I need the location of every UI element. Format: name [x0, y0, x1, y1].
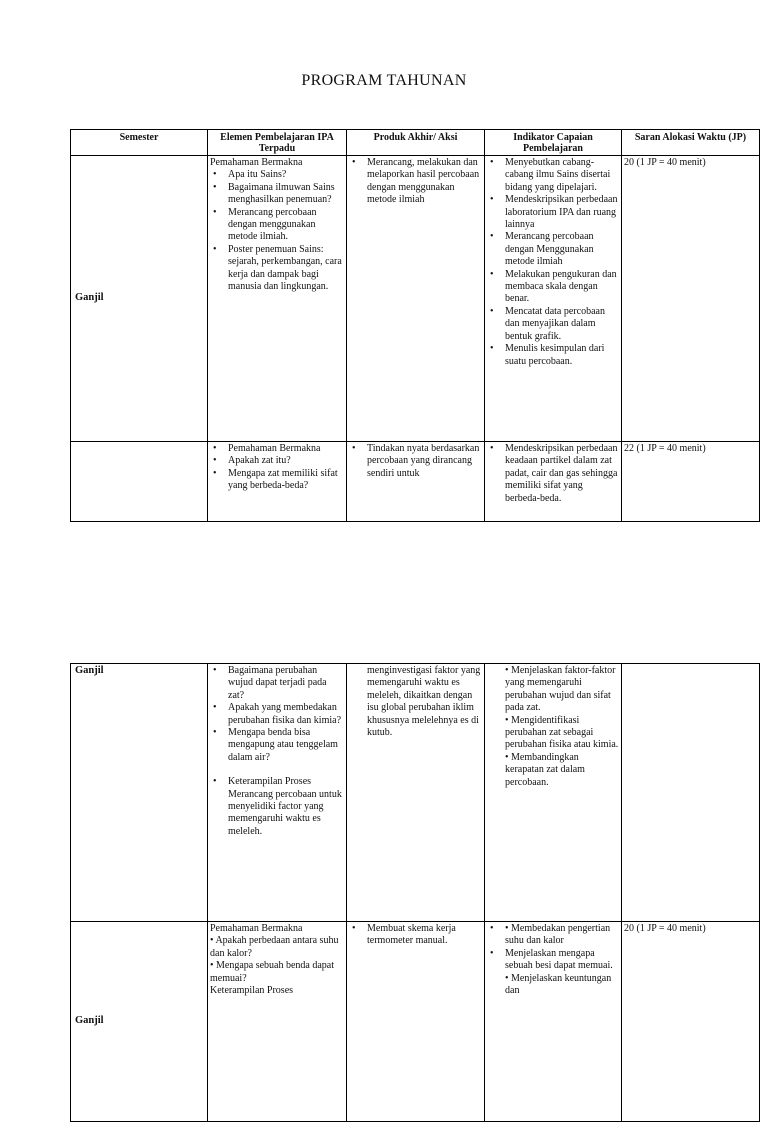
list-item: • Menjelaskan keuntungan dan [505, 972, 612, 997]
list-spacer [210, 764, 344, 776]
header-waktu: Saran Alokasi Waktu (JP) [622, 130, 760, 156]
list-item: • Merancang, melakukan dan melaporkan hasil percobaan dengan menggunakan metode ilmiah [349, 157, 482, 207]
list-item: • Tindakan nyata berdasarkan percobaan yang dirancang sendiri untuk [349, 443, 482, 480]
list-item: • Melakukan pengukuran dan membaca skala dengan benar. [487, 269, 619, 306]
table-row [71, 922, 760, 1122]
list-item: • Apa itu Sains? [210, 169, 344, 181]
indikator-cell [485, 922, 622, 1122]
elemen-cell [208, 664, 347, 922]
list-item: • Poster penemuan Sains: sejarah, perkembangan, cara kerja dan dampak bagi manusia dan lingkungan. [210, 244, 344, 294]
header-elemen: Elemen Pembelajaran IPA Terpadu [208, 130, 347, 156]
semester-cell: Ganjil [71, 156, 208, 442]
list-item: • Menjelaskan mengapa sebuah besi dapat memuai. [487, 948, 619, 973]
produk-text: menginvestigasi faktor yang memengaruhi waktu es meleleh, dikaitkan dengan isu global perubahan iklim khususnya melelehnya es di kutub. [367, 665, 481, 739]
elemen-heading: Pemahaman Bermakna [210, 157, 303, 168]
list-item: • Bagaimana ilmuwan Sains menghasilkan penemuan? [210, 182, 344, 207]
indikator-line: • Membandingkan kerapatan zat dalam percobaan. [505, 751, 585, 788]
elemen-line: Keterampilan Proses [210, 985, 294, 997]
waktu-cell: 20 (1 JP = 40 menit) [622, 156, 760, 442]
produk-cell [347, 156, 485, 442]
list-item: • Mendeskripsikan perbedaan keadaan partikel dalam zat padat, cair dan gas sehingga memiliki sifat yang berbeda-beda. [487, 443, 619, 505]
list-item: • Mengapa benda bisa mengapung atau tenggelam dalam air? [210, 727, 344, 764]
list-item: • • Membedakan pengertian suhu dan kalor [487, 923, 619, 948]
indikator-cell [485, 664, 622, 922]
elemen-line: • Mengapa sebuah benda dapat memuai? [210, 960, 335, 984]
indikator-line: • Menjelaskan faktor-faktor yang memengaruhi perubahan wujud dan sifat pada zat. [505, 665, 616, 714]
list-item: • Bagaimana perubahan wujud dapat terjadi pada zat? [210, 665, 344, 702]
list-item: • Merancang percobaan dengan menggunakan metode ilmiah. [210, 207, 344, 244]
list-item: • Apakah zat itu? [210, 455, 344, 467]
waktu-cell [622, 664, 760, 922]
program-table-1 [70, 129, 760, 522]
elemen-cell [208, 156, 347, 442]
list-item: • Menulis kesimpulan dari suatu percobaan. [487, 343, 619, 368]
table-row [71, 156, 760, 442]
header-semester: Semester [71, 130, 208, 156]
list-item: • Menyebutkan cabang-cabang ilmu Sains disertai bidang yang dipelajari. [487, 157, 619, 194]
list-item: • Merancang percobaan dengan Menggunakan metode ilmiah [487, 231, 619, 268]
elemen-cell [208, 442, 347, 522]
program-table-2 [70, 663, 760, 1122]
list-item: • Membuat skema kerja termometer manual. [349, 923, 482, 948]
produk-cell [347, 664, 485, 922]
header-indikator: Indikator Capaian Pembelajaran [485, 130, 622, 156]
list-item: • Apakah yang membedakan perubahan fisika dan kimia? [210, 702, 344, 727]
list-item: • Mencatat data percobaan dan menyajikan dalam bentuk grafik. [487, 306, 619, 343]
table-row [71, 442, 760, 522]
waktu-cell: 20 (1 JP = 40 menit) [622, 922, 760, 1122]
elemen-line: Pemahaman Bermakna [210, 923, 303, 934]
indikator-line: • Mengidentifikasi perubahan zat sebagai perubahan fisika atau kimia. [505, 714, 619, 751]
elemen-line: • Apakah perbedaan antara suhu dan kalor? [210, 935, 339, 959]
table-header-row [71, 130, 760, 156]
indikator-cell [485, 442, 622, 522]
indikator-cell [485, 156, 622, 442]
semester-cell: Ganjil [71, 664, 208, 922]
produk-cell [347, 922, 485, 1122]
page-title: PROGRAM TAHUNAN [301, 72, 467, 89]
list-item: • Keterampilan Proses Merancang percobaan untuk menyelidiki factor yang memengaruhi waktu es meleleh. [210, 776, 344, 838]
list-item: • Mendeskripsikan perbedaan laboratorium IPA dan ruang lainnya [487, 194, 619, 231]
waktu-cell: 22 (1 JP = 40 menit) [622, 442, 760, 522]
list-item: • Pemahaman Bermakna [210, 443, 344, 455]
produk-cell [347, 442, 485, 522]
semester-cell: Ganjil [71, 922, 208, 1122]
semester-cell [71, 442, 208, 522]
table-row [71, 664, 760, 922]
list-item: • Mengapa zat memiliki sifat yang berbeda-beda? [210, 468, 344, 493]
elemen-cell [208, 922, 347, 1122]
header-produk: Produk Akhir/ Aksi [347, 130, 485, 156]
